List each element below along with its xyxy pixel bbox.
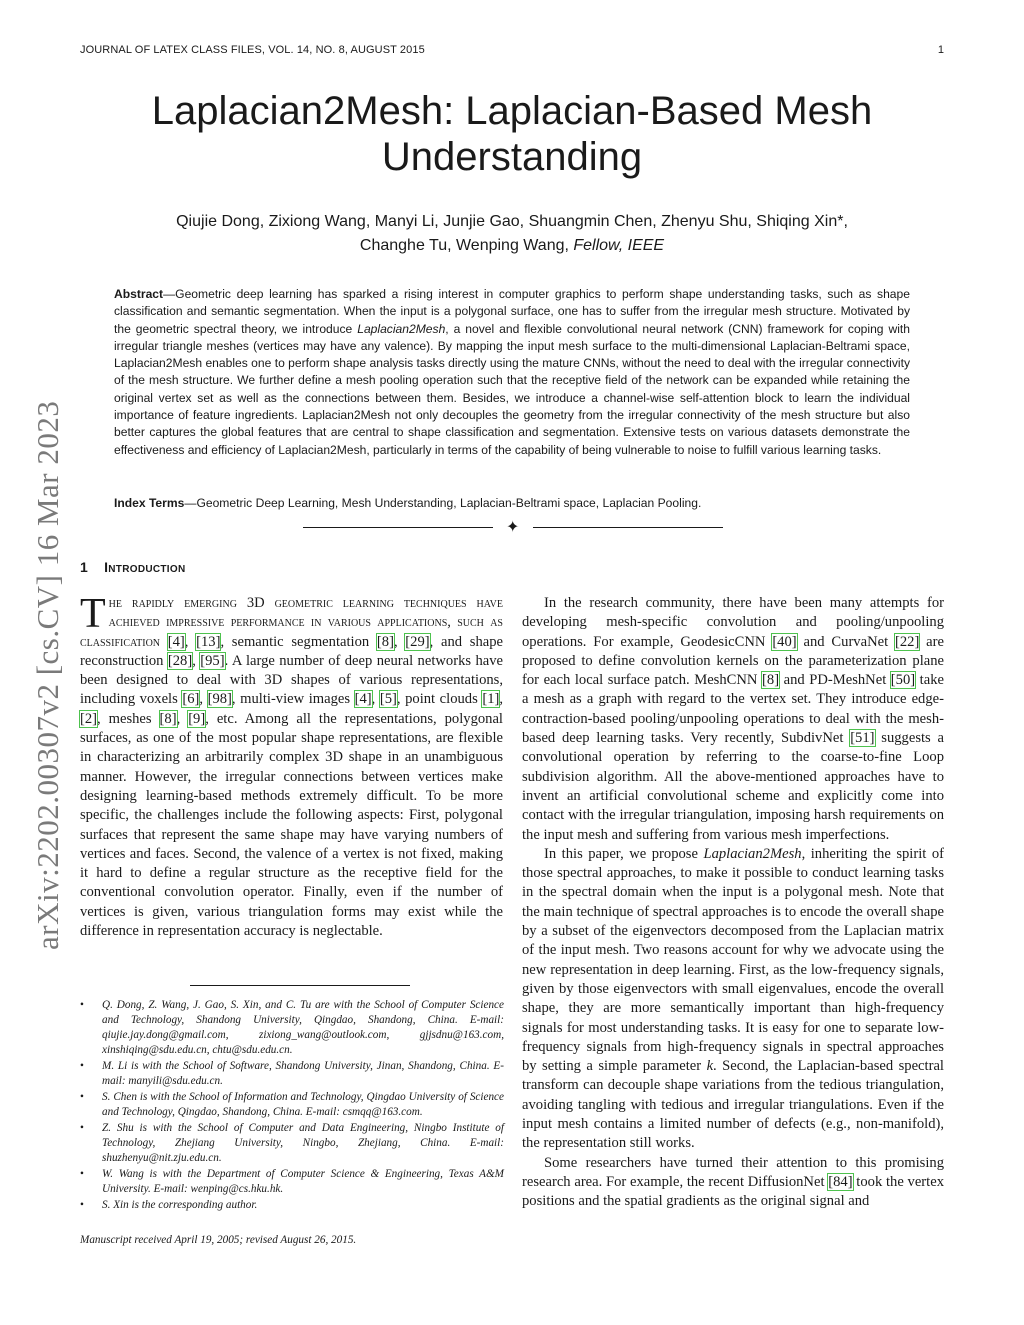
abstract-label: Abstract: [114, 287, 164, 301]
intro-text: ,: [192, 652, 201, 669]
citation-link[interactable]: [9]: [188, 710, 206, 727]
abstract-text-1: Geometric deep learning has sparked a rising interest in computer graphics to perform shape understanding tasks, such as shape classification and semantic segmentation. When the input is a polygonal surface, one has to suffer from the irregular mesh structure. Motivated by the geometric spectral theory, we introduce: [114, 287, 910, 336]
abstract-text-2: , a novel and flexible convolutional neural network (CNN) framework for coping with irregular triangle meshes (vertices may have any valence). By mapping the input mesh surface to the multi-dimensional Laplacian-Beltrami space, Laplacian2Mesh enables one to perform shape analysis tasks directly using the mature CNNs, without the need to deal with the irregular connectivity of the mesh structure. We further define a mesh pooling operation such that the receptive field of the network can be expanded while retaining the original vertex set as well as the connections between them. Besides, we introduce a channel-wise self-attention block to learn the individual importance of feature ingredients. Laplacian2Mesh not only decouples the geometry from the irregular connectivity of the mesh structure but also better captures the global features that are central to shape classification and segmentation. Extensive tests on various datasets demonstrate the effectiveness and efficiency of Laplacian2Mesh, particularly in terms of the capability of being vulnerable to noise to fulfill various learning tasks.: [114, 321, 910, 457]
citation-link[interactable]: [50]: [890, 672, 916, 689]
intro-text: and CurvaNet: [796, 633, 895, 650]
intro-text: . A large number of deep neural networks have been designed to deal with 3D shapes of various representations, including voxels: [80, 652, 503, 708]
author-line-2-names: Changhe Tu, Wenping Wang,: [359, 237, 574, 254]
citation-link[interactable]: [28]: [167, 652, 193, 669]
citation-link[interactable]: [8]: [762, 672, 780, 689]
intro-text: In this paper, we propose: [544, 845, 704, 862]
footnote-item: • Z. Shu is with the School of Computer and Data Engineering, Ningbo Institute of Technology, Zhejiang University, Ningbo, Zhejiang, China. E-mail: shuzhenyu@nit.zju.edu.cn.: [80, 1121, 504, 1166]
parameter-k: k: [706, 1058, 714, 1075]
intro-text: took the vertex positions and the spatial gradients as the original signal and: [522, 1173, 944, 1210]
citation-link[interactable]: [29]: [405, 633, 430, 650]
intro-paragraph-2: [522, 594, 944, 845]
citation-link[interactable]: [6]: [182, 691, 200, 708]
author-line-1: Qiujie Dong, Zixiong Wang, Manyi Li, Junjie Gao, Shuangmin Chen, Zhenyu Shu, Shiqing Xin*,: [176, 213, 848, 230]
intro-paragraph-4: [522, 1154, 944, 1212]
citation-link[interactable]: [2]: [80, 710, 98, 727]
intro-text: ,: [184, 633, 197, 650]
index-terms-label: Index Terms: [114, 496, 185, 510]
page-number: 1: [937, 44, 944, 56]
citation-link[interactable]: [8]: [376, 633, 394, 650]
footnote-item: • Q. Dong, Z. Wang, J. Gao, S. Xin, and C. Tu are with the School of Computer Science and Technology, Shandong University, Qingdao, Shandong, China. E-mail: qiujie.jay.dong@gmail.com, zixiong_wang@outlook.com, gjjsdnu@163.com, xinshiqing@sdu.edu.cn, chtu@sdu.edu.cn.: [80, 998, 504, 1058]
citation-link[interactable]: [98]: [207, 691, 232, 708]
citation-link[interactable]: [5]: [379, 691, 397, 708]
footnote-item: • M. Li is with the School of Software, Shandong University, Jinan, Shandong, China. E-mail: manyili@sdu.edu.cn.: [80, 1059, 504, 1089]
left-column: [80, 591, 504, 941]
intro-text: , meshes: [97, 710, 160, 727]
intro-text: and PD-MeshNet: [779, 672, 891, 689]
divider-line-left: [303, 527, 493, 528]
citation-link[interactable]: [13]: [196, 633, 221, 650]
footnote-separator: [190, 985, 410, 986]
method-name: Laplacian2Mesh: [703, 845, 802, 862]
drop-cap: T: [80, 591, 106, 637]
citation-link[interactable]: [4]: [167, 633, 185, 650]
section-number: 1: [80, 559, 89, 575]
intro-paragraph-3: [522, 845, 944, 1154]
arxiv-identifier: arXiv:2202.00307v2 [cs.CV] 16 Mar 2023: [30, 400, 65, 950]
intro-text: suggests a convolutional operation by referring to the coarse-to-fine Loop subdivision algorithm. All the above-mentioned approaches have to invent an artificial convolutional scheme and explicitly come into contact with the irregular triangulation, imposing harsh requirements on the input mesh and suffering from various mesh imperfections.: [522, 730, 944, 843]
index-terms-text: Geometric Deep Learning, Mesh Understanding, Laplacian-Beltrami space, Laplacian Pooling.: [196, 496, 702, 510]
index-terms: [114, 495, 910, 512]
citation-link[interactable]: [1]: [482, 691, 500, 708]
intro-text: , etc. Among all the representations, polygonal surfaces, as one of the most popular shape representations, are flexible in characterizing an arbitrarily complex 3D shape in an unambiguous manner. However, the irregular connections between vertices make designing learning-based methods extremely difficult. To be more specific, the challenges include the following aspects: First, polygonal surfaces that represent the same shape may have varying numbers of vertices and faces. Second, the valence of a vertex is not fixed, making it hard to define a regular structure as the receptive field for the conventional convolution operator. Finally, even if the number of vertices is given, various triangulation forms may exist while the difference in representation accuracy is neglectable.: [80, 710, 503, 940]
intro-text: , inheriting the spirit of those spectral approaches, to make it possible to conduct learning tasks in the spectral domain when the input is a polygonal mesh. Note that the main technique of spectral approaches is to encode the overall shape by a subset of the eigenvectors decomposed from the Laplacian matrix of the input mesh. Two reasons account for why we advocate using the new representation in deep learning. First, as the low-frequency signals, given by those eigenvectors with small eigenvalues, encode the overall shape, they are more semantically important than high-frequency signals for most understanding tasks. It is easy for one to separate low-frequency signals from high-frequency signals in spectral approaches by setting a simple parameter: [522, 845, 944, 1075]
intro-text: ,: [176, 710, 189, 727]
footnote-item: • W. Wang is with the Department of Computer Science & Engineering, Texas A&M University. E-mail: wenping@cs.hku.hk.: [80, 1167, 504, 1197]
citation-link[interactable]: [4]: [354, 691, 372, 708]
abstract: [114, 286, 910, 459]
citation-link[interactable]: [40]: [772, 633, 797, 650]
abstract-dash: —: [163, 287, 176, 301]
section-heading: [80, 559, 185, 575]
author-line-2: [100, 234, 924, 258]
author-affiliation: Fellow, IEEE: [573, 237, 665, 254]
footnote-item: • S. Chen is with the School of Information and Technology, Qingdao University of Science and Technology, Qingdao, Shandong, China. E-mail: csmqq@163.com.: [80, 1090, 504, 1120]
divider-line-right: [533, 527, 723, 528]
citation-link[interactable]: [22]: [895, 633, 920, 650]
intro-text: , point clouds: [396, 691, 483, 708]
intro-text: , multi-view images: [231, 691, 355, 708]
intro-text: ,: [393, 633, 406, 650]
intro-text: , semantic segmentation: [220, 633, 377, 650]
citation-link[interactable]: [95]: [200, 652, 225, 669]
running-header: JOURNAL OF LATEX CLASS FILES, VOL. 14, NO. 8, AUGUST 2015: [80, 44, 425, 56]
intro-text: are proposed to define convolution kernels on the parameterization plane for each local surface patch. MeshCNN: [522, 633, 944, 689]
footnote-item: • S. Xin is the corresponding author.: [80, 1198, 504, 1213]
intro-text: . Second, the Laplacian-based spectral transform can decouple shape variations from the tedious triangulation, avoiding tangling with tedious and irregular triangulations. Even if the input mesh contains a limited number of defects (e.g., non-manifold), the representation still works.: [522, 1058, 944, 1152]
index-terms-dash: —: [184, 496, 197, 510]
intro-text: ,: [371, 691, 380, 708]
right-column: [522, 594, 944, 1212]
affiliation-footnotes: [80, 998, 504, 1214]
citation-link[interactable]: [51]: [850, 730, 875, 747]
author-list: [100, 210, 924, 258]
intro-text: ,: [499, 691, 504, 708]
section-divider: [303, 517, 723, 536]
intro-text: he rapidly emerging 3D geometric learning techniques have achieved impressive performance in various applications, such as classification: [80, 595, 503, 650]
intro-paragraph-1: [80, 591, 504, 941]
paper-title: Laplacian2Mesh: Laplacian-Based Mesh Understanding: [151, 89, 873, 179]
intro-text: , and shape reconstruction: [80, 633, 503, 669]
citation-link[interactable]: [8]: [159, 710, 177, 727]
divider-ornament-icon: ✦: [506, 517, 520, 536]
citation-link[interactable]: [84]: [828, 1173, 853, 1190]
abstract-method-name: Laplacian2Mesh: [357, 321, 446, 336]
intro-text: take a mesh as a graph with regard to the vertex set. They introduce edge-contraction-based pooling/unpooling operations to deal with the mesh-based deep learning tasks. Very recently, SubdivNet: [522, 672, 944, 747]
intro-text: In the research community, there have been many attempts for developing mesh-specific convolution and pooling/unpooling operations. For example, GeodesicCNN: [522, 595, 944, 650]
intro-text: ,: [199, 691, 208, 708]
section-title: Introduction: [104, 559, 186, 575]
intro-text: Some researchers have turned their attention to this promising research area. For example, the recent DiffusionNet: [522, 1154, 944, 1190]
manuscript-note: Manuscript received April 19, 2005; revised August 26, 2015.: [80, 1234, 357, 1246]
